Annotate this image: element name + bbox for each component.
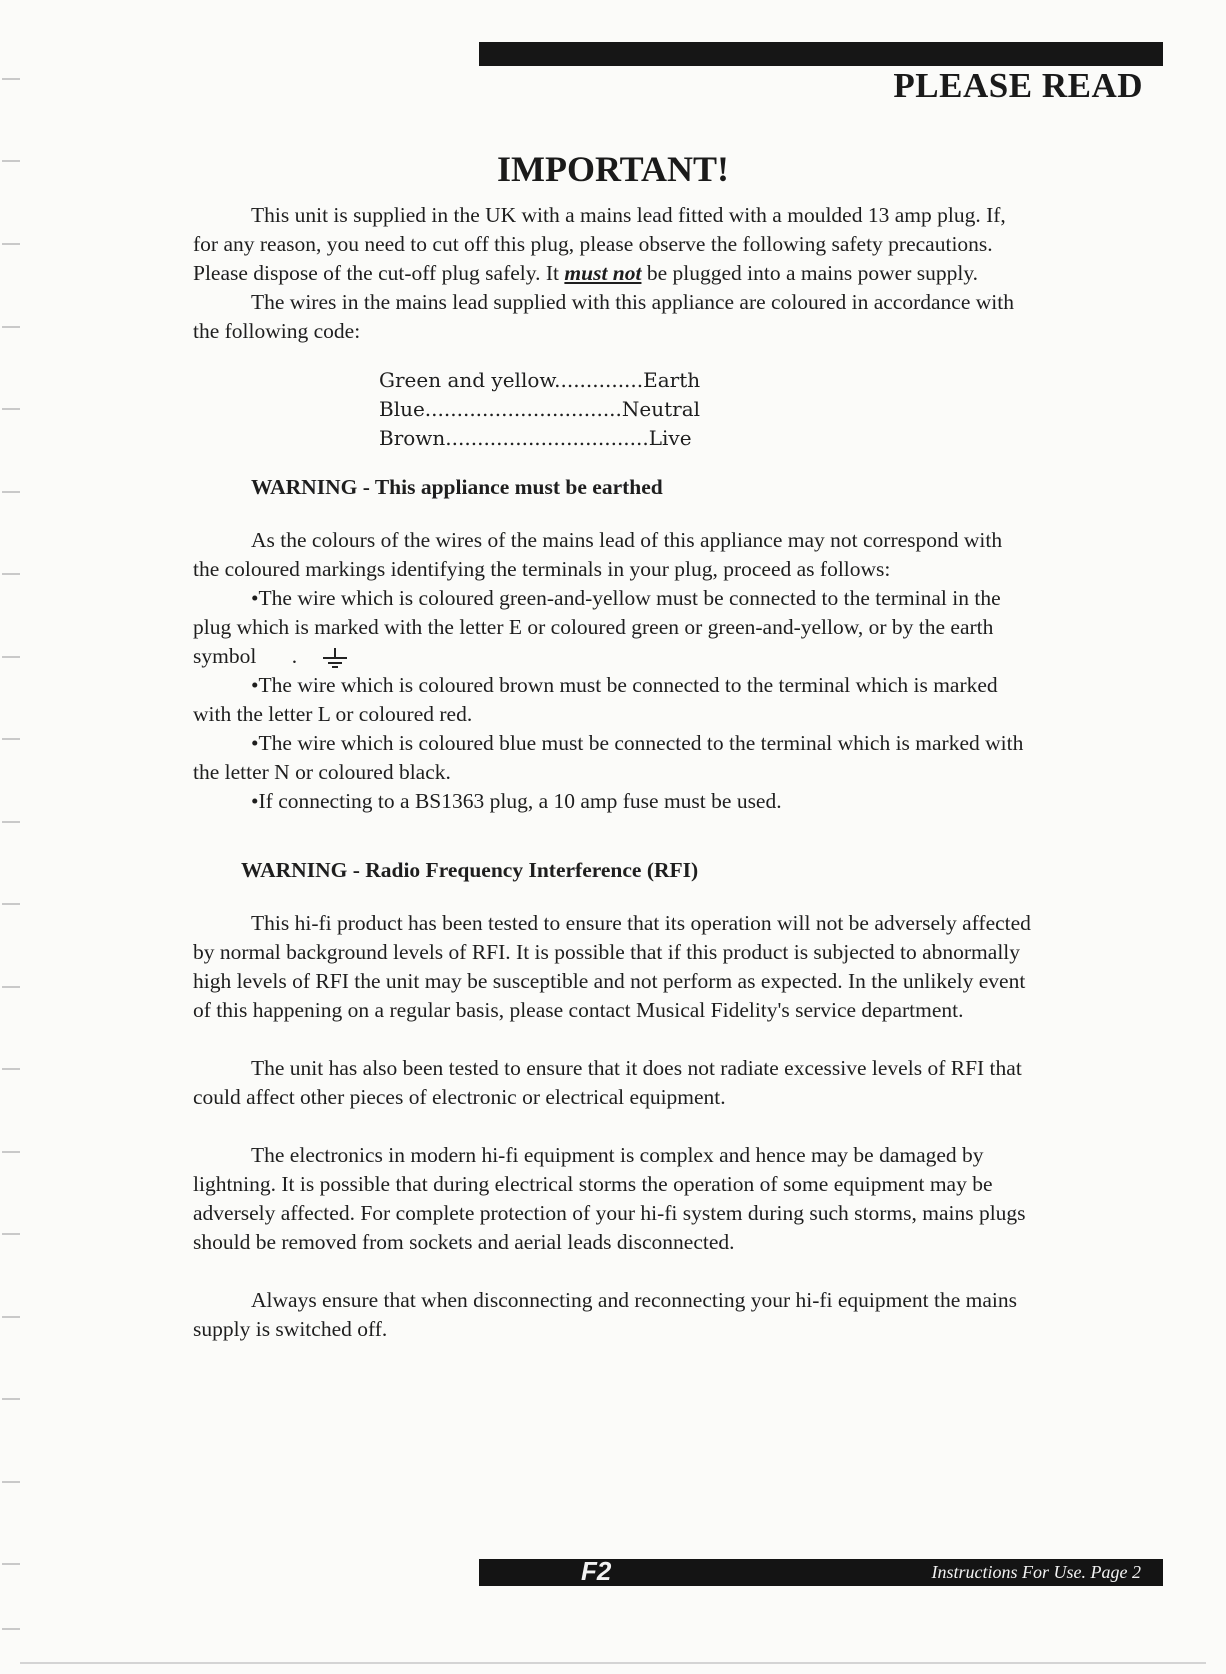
wire-code-neutral: Blue...............................Neutral <box>379 397 701 421</box>
earth-bullet-1: •The wire which is coloured green-and-yellow must be connected to the terminal in the plug which is marked with the letter E or coloured green or green-and-yellow, or by the earth symbol . <box>193 584 1033 671</box>
earth-bullet-3: •The wire which is coloured blue must be connected to the terminal which is marked with the letter N or coloured black. <box>193 731 1024 784</box>
earth-bullet-4: •If connecting to a BS1363 plug, a 10 amp fuse must be used. <box>251 789 782 813</box>
header-bar <box>479 42 1163 66</box>
footer-section-code: F2 <box>581 1556 612 1586</box>
rfi-warning-heading: WARNING - Radio Frequency Interference (RFI) <box>241 858 699 882</box>
wire-code-live: Brown................................Live <box>379 426 692 450</box>
intro-paragraph-2: The wires in the mains lead supplied with this appliance are coloured in accordance with the following code: <box>193 290 1014 343</box>
page-content <box>193 201 1033 1344</box>
must-not-emphasis: must not <box>564 261 642 285</box>
earth-warning-paragraph: As the colours of the wires of the mains lead of this appliance may not correspond with the coloured markings identifying the terminals in your plug, proceed as follows: <box>193 528 1003 581</box>
rfi-paragraph-3: The electronics in modern hi-fi equipment is complex and hence may be damaged by lightning. It is possible that during electrical storms the operation of some equipment may be adversely affected. For complete protection of your hi-fi system during such storms, mains plugs should be removed from sockets and aerial leads disconnected. <box>193 1143 1026 1254</box>
footer-bar <box>479 1556 1163 1586</box>
page-bottom-edge <box>20 1662 1206 1664</box>
rfi-paragraph-1: This hi-fi product has been tested to ensure that its operation will not be adversely affected by normal background levels of RFI. It is possible that if this product is subjected to abnormally high levels of RFI the unit may be susceptible and not perform as expected. In the unlikely event of this happening on a regular basis, please contact Musical Fidelity's service department. <box>193 911 1031 1022</box>
page-title: IMPORTANT! <box>496 149 730 189</box>
wire-code-earth: Green and yellow..............Earth <box>379 368 701 392</box>
binding-edge <box>0 0 26 1674</box>
earth-warning-heading: WARNING - This appliance must be earthed <box>251 475 663 499</box>
intro-paragraph-1: This unit is supplied in the UK with a mains lead fitted with a moulded 13 amp plug. If, for any reason, you need to cut off this plug, please observe the following safety precautions. Please dispose of the cut-off plug safely. It must not be plugged into a mains power supply. <box>193 203 1006 285</box>
header-title: PLEASE READ <box>893 66 1143 105</box>
earth-ground-icon <box>262 646 292 670</box>
footer-page-label: Instructions For Use. Page 2 <box>931 1562 1141 1582</box>
wire-code-list <box>379 366 1033 453</box>
rfi-paragraph-2: The unit has also been tested to ensure that it does not radiate excessive levels of RFI that could affect other pieces of electronic or electrical equipment. <box>193 1056 1022 1109</box>
rfi-paragraph-4: Always ensure that when disconnecting and reconnecting your hi-fi equipment the mains supply is switched off. <box>193 1288 1018 1341</box>
earth-bullet-2: •The wire which is coloured brown must be connected to the terminal which is marked with the letter L or coloured red. <box>193 673 998 726</box>
